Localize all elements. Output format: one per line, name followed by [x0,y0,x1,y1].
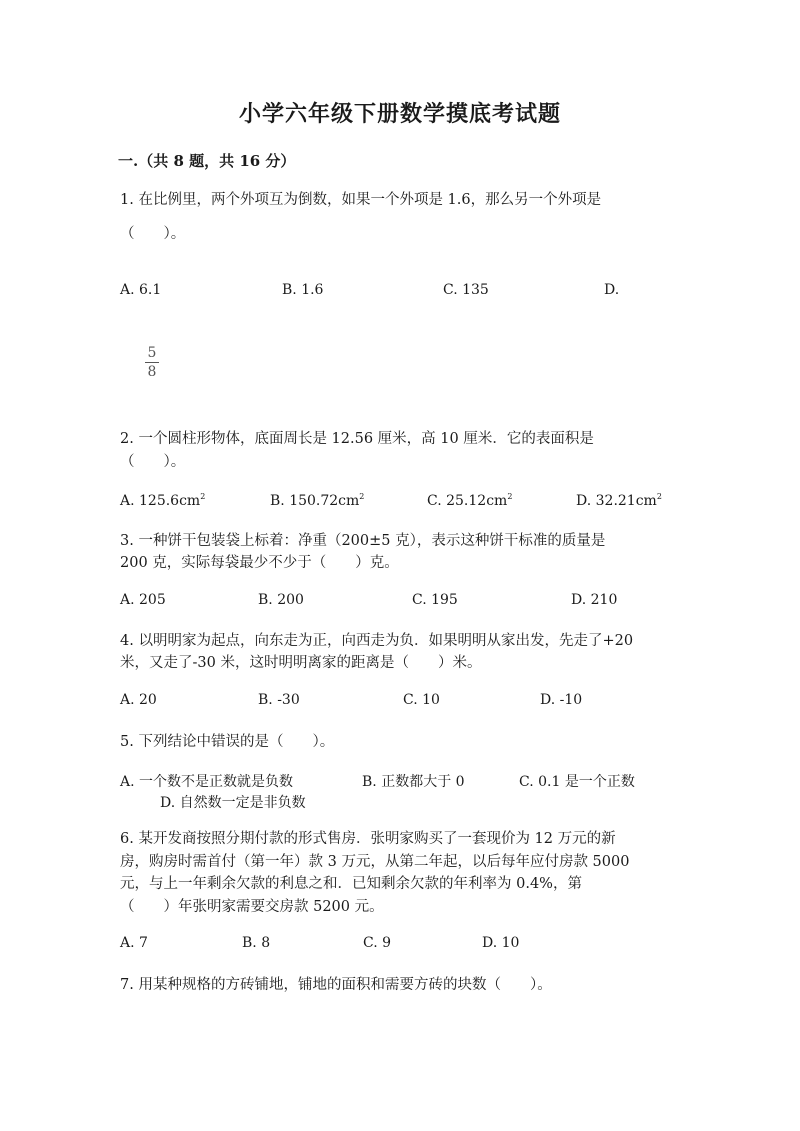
question-4-option-a: A. 20 [120,692,157,708]
question-2-option-b [270,492,364,509]
unit-superscript: 2 [359,492,365,501]
unit-superscript: 2 [507,492,513,501]
question-6-line-3: 元，与上一年剩余欠款的利息之和．已知剩余欠款的年利率为 0.4%，第 [120,876,582,892]
question-2-option-d [576,492,662,509]
question-1-line-1: 1. 在比例里，两个外项互为倒数，如果一个外项是 1.6，那么另一个外项是 [120,192,602,208]
question-6-line-1: 6. 某开发商按照分期付款的形式售房．张明家购买了一套现价为 12 万元的新 [120,831,616,847]
option-text: A. 125.6cm [120,493,201,509]
question-2-line-2: （ ）。 [120,454,186,470]
question-1-line-2: （ ）。 [120,226,186,242]
question-1-option-c: C. 135 [443,282,489,298]
fraction-denominator: 8 [147,364,157,380]
question-5-option-a: A. 一个数不是正数就是负数 [120,774,294,790]
question-5-option-b: B. 正数都大于 0 [362,774,465,790]
question-6-option-d: D. 10 [482,935,520,951]
unit-superscript: 2 [200,492,206,501]
fraction-numerator: 5 [147,345,157,361]
question-3-line-2: 200 克，实际每袋最少不少于（ ）克。 [120,555,399,571]
fraction-bar [145,362,159,363]
question-4-option-b: B. -30 [258,692,300,708]
question-3-option-d: D. 210 [571,592,618,608]
question-5-option-c: C. 0.1 是一个正数 [519,774,635,790]
unit-superscript: 2 [656,492,662,501]
question-3-option-c: C. 195 [412,592,458,608]
fraction-five-eighths [145,346,159,379]
question-3-line-1: 3. 一种饼干包装袋上标着：净重（200±5 克），表示这种饼干标准的质量是 [120,533,606,549]
question-4-line-2: 米，又走了-30 米，这时明明离家的距离是（ ）米。 [120,655,482,671]
option-text: D. 32.21cm [576,493,657,509]
question-5-option-d: D. 自然数一定是非负数 [160,795,306,811]
question-6-option-c: C. 9 [363,935,392,951]
question-4-option-d: D. -10 [540,692,583,708]
section-header: 一.（共 8 题，共 16 分） [118,152,296,170]
option-text: C. 25.12cm [427,493,508,509]
option-text: B. 150.72cm [270,493,360,509]
question-3-option-a: A. 205 [120,592,166,608]
question-2-option-c [427,492,512,509]
question-1-option-a: A. 6.1 [120,282,162,298]
question-5-line-1: 5. 下列结论中错误的是（ ）。 [120,734,335,750]
question-3-option-b: B. 200 [258,592,304,608]
question-7-line-1: 7. 用某种规格的方砖铺地，铺地的面积和需要方砖的块数（ ）。 [120,977,552,993]
question-1-option-d: D. [604,282,620,298]
question-1-option-b: B. 1.6 [282,282,324,298]
question-6-line-4: （ ）年张明家需要交房款 5200 元。 [120,899,384,915]
question-6-line-2: 房，购房时需首付（第一年）款 3 万元，从第二年起，以后每年应付房款 5000 [120,854,630,870]
question-6-option-b: B. 8 [242,935,271,951]
question-4-line-1: 4. 以明明家为起点，向东走为正，向西走为负．如果明明从家出发，先走了+20 [120,633,634,649]
question-6-option-a: A. 7 [120,935,148,951]
question-4-option-c: C. 10 [403,692,440,708]
question-2-line-1: 2. 一个圆柱形物体，底面周长是 12.56 厘米，高 10 厘米．它的表面积是 [120,431,594,447]
page-title: 小学六年级下册数学摸底考试题 [238,101,561,127]
question-2-option-a [120,492,205,509]
